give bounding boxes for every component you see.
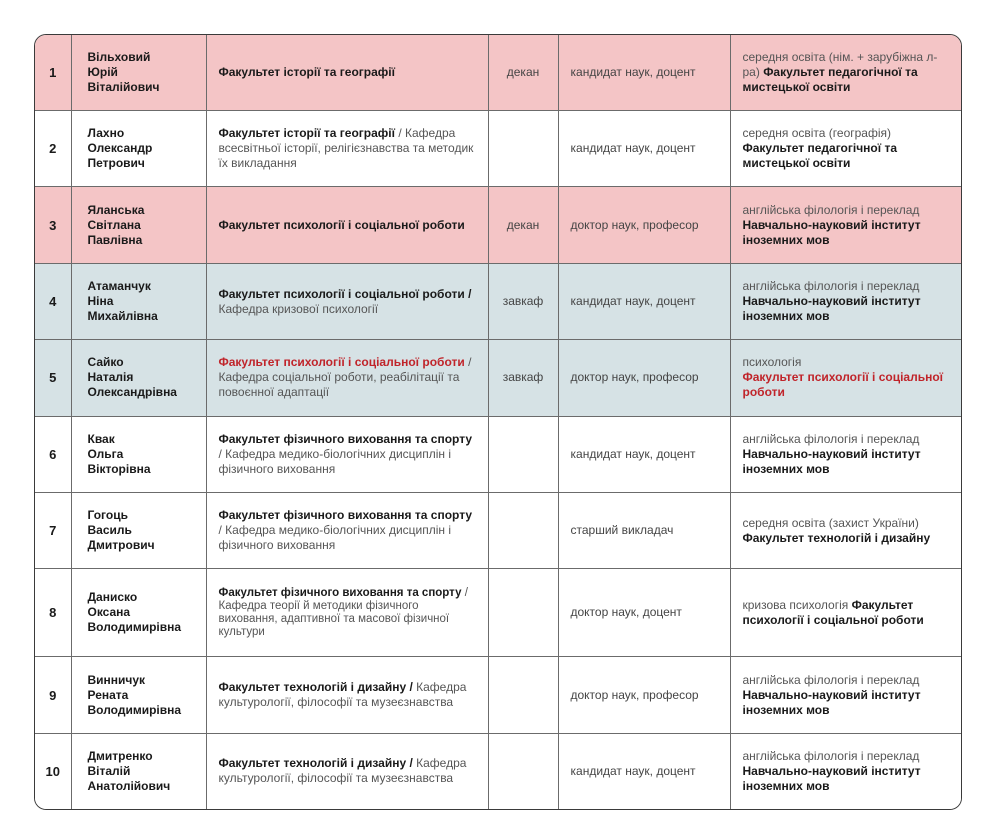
faculty-cell xyxy=(206,111,488,187)
education-faculty: Навчально-науковий інститут іноземних мов xyxy=(742,217,921,247)
first-name: Юрій xyxy=(87,65,118,80)
row-number: 10 xyxy=(35,733,71,809)
faculty-name: Факультет технологій і дизайну / xyxy=(218,756,413,771)
education-specialty: середня освіта (географія) xyxy=(742,126,892,141)
first-name: Ніна xyxy=(87,294,114,309)
table-row xyxy=(35,263,962,339)
table-row xyxy=(35,416,962,492)
patronymic: Володимирівна xyxy=(87,702,182,717)
row-number: 2 xyxy=(35,111,71,187)
faculty-name: Факультет психології і соціальної роботи xyxy=(218,217,465,232)
education-faculty: Факультет педагогічної та мистецької освіти xyxy=(742,65,918,95)
education-specialty: англійська філологія і переклад xyxy=(742,748,920,763)
degree-cell: кандидат наук, доцент xyxy=(558,111,730,187)
surname: Атаманчук xyxy=(87,279,151,294)
patronymic: Олександрівна xyxy=(87,385,177,400)
faculty-name: Факультет технологій і дизайну / xyxy=(218,680,413,695)
education-specialty: англійська філологія і переклад xyxy=(742,431,920,446)
table-row xyxy=(35,340,962,416)
education-cell xyxy=(730,340,962,416)
faculty-cell xyxy=(206,733,488,809)
education-faculty: Навчально-науковий інститут іноземних мов xyxy=(742,294,921,324)
row-number: 9 xyxy=(35,657,71,733)
education-faculty: Навчально-науковий інститут іноземних мов xyxy=(742,446,921,476)
faculty-cell xyxy=(206,187,488,263)
first-name: Василь xyxy=(87,523,132,538)
department-name: Кафедра кризової психології xyxy=(218,301,379,316)
person-name xyxy=(71,416,206,492)
patronymic: Павлівна xyxy=(87,232,143,247)
first-name: Світлана xyxy=(87,217,141,232)
position-cell xyxy=(488,111,558,187)
degree-cell: старший викладач xyxy=(558,493,730,569)
department-name: / Кафедра медико-біологічних дисциплін і фізичного виховання xyxy=(218,523,452,553)
degree-cell: кандидат наук, доцент xyxy=(558,416,730,492)
faculty-name: Факультет історії та географії xyxy=(218,65,396,80)
patronymic: Петрович xyxy=(87,156,145,171)
table-row xyxy=(35,657,962,733)
person-name xyxy=(71,35,206,111)
table-row xyxy=(35,569,962,657)
surname: Яланська xyxy=(87,202,145,217)
education-cell xyxy=(730,263,962,339)
first-name: Ольга xyxy=(87,446,124,461)
faculty-name: Факультет фізичного виховання та спорту xyxy=(218,508,473,523)
faculty-cell xyxy=(206,416,488,492)
position-cell xyxy=(488,657,558,733)
faculty-cell xyxy=(206,569,488,657)
person-name xyxy=(71,569,206,657)
education-cell xyxy=(730,733,962,809)
education-faculty: Факультет педагогічної та мистецької освіти xyxy=(742,141,898,171)
person-name xyxy=(71,657,206,733)
department-name: / Кафедра теорії й методики фізичного виховання, адаптивної та масової фізичної культури xyxy=(218,586,468,638)
person-name xyxy=(71,187,206,263)
first-name: Олександр xyxy=(87,141,153,156)
degree-cell: кандидат наук, доцент xyxy=(558,733,730,809)
faculty-cell xyxy=(206,340,488,416)
person-name xyxy=(71,111,206,187)
department-name: Кафедра культурології, філософії та музеєзнавства xyxy=(218,756,467,786)
row-number: 5 xyxy=(35,340,71,416)
surname: Винничук xyxy=(87,672,146,687)
degree-cell: доктор наук, професор xyxy=(558,187,730,263)
person-name xyxy=(71,493,206,569)
faculty-cell xyxy=(206,263,488,339)
faculty-name: Факультет психології і соціальної роботи xyxy=(218,355,465,370)
patronymic: Вікторівна xyxy=(87,461,151,476)
degree-cell: доктор наук, доцент xyxy=(558,569,730,657)
position-cell xyxy=(488,733,558,809)
surname: Дмитренко xyxy=(87,748,153,763)
row-number: 3 xyxy=(35,187,71,263)
education-cell xyxy=(730,657,962,733)
department-name: / Кафедра медико-біологічних дисциплін і фізичного виховання xyxy=(218,446,452,476)
education-faculty: Навчально-науковий інститут іноземних мов xyxy=(742,763,921,793)
education-cell xyxy=(730,569,962,657)
person-name xyxy=(71,733,206,809)
position-cell: декан xyxy=(488,35,558,111)
position-cell xyxy=(488,416,558,492)
faculty-name: Факультет психології і соціальної роботи / xyxy=(218,286,472,301)
education-specialty: психологія xyxy=(742,355,802,370)
position-cell: завкаф xyxy=(488,340,558,416)
patronymic: Володимирівна xyxy=(87,620,182,635)
education-specialty: англійська філологія і переклад xyxy=(742,279,920,294)
first-name: Оксана xyxy=(87,605,131,620)
education-specialty: англійська філологія і переклад xyxy=(742,202,920,217)
education-cell xyxy=(730,416,962,492)
degree-cell: кандидат наук, доцент xyxy=(558,35,730,111)
table-row xyxy=(35,493,962,569)
row-number: 8 xyxy=(35,569,71,657)
position-cell xyxy=(488,569,558,657)
position-cell: декан xyxy=(488,187,558,263)
table-row xyxy=(35,187,962,263)
education-cell xyxy=(730,35,962,111)
education-cell xyxy=(730,111,962,187)
faculty-name: Факультет історії та географії xyxy=(218,126,396,141)
surname: Лахно xyxy=(87,126,125,141)
department-name: / Кафедра всесвітньої історії, релігієзнавства та методик їх викладання xyxy=(218,126,474,171)
surname: Вільховий xyxy=(87,50,151,65)
education-specialty: кризова психологія xyxy=(742,597,849,612)
education-cell xyxy=(730,187,962,263)
department-name: Кафедра культурології, філософії та музеєзнавства xyxy=(218,680,467,710)
position-cell xyxy=(488,493,558,569)
table-row xyxy=(35,35,962,111)
person-name xyxy=(71,340,206,416)
surname: Сайко xyxy=(87,355,124,370)
degree-cell: кандидат наук, доцент xyxy=(558,263,730,339)
row-number: 6 xyxy=(35,416,71,492)
position-cell: завкаф xyxy=(488,263,558,339)
surname: Гогоць xyxy=(87,508,128,523)
degree-cell: доктор наук, професор xyxy=(558,340,730,416)
education-faculty: Факультет психології і соціальної роботи xyxy=(742,597,924,627)
education-faculty: Навчально-науковий інститут іноземних мов xyxy=(742,687,921,717)
department-name: / Кафедра соціальної роботи, реабілітації та повоєнної адаптації xyxy=(218,355,472,400)
education-specialty: середня освіта (захист України) xyxy=(742,515,919,530)
first-name: Віталій xyxy=(87,763,131,778)
surname: Даниско xyxy=(87,590,138,605)
first-name: Рената xyxy=(87,687,129,702)
patronymic: Дмитрович xyxy=(87,538,155,553)
table-row xyxy=(35,733,962,809)
faculty-cell xyxy=(206,657,488,733)
staff-table-container xyxy=(34,34,962,810)
faculty-cell xyxy=(206,493,488,569)
surname: Квак xyxy=(87,431,115,446)
person-name xyxy=(71,263,206,339)
education-cell xyxy=(730,493,962,569)
faculty-name: Факультет фізичного виховання та спорту xyxy=(218,586,462,599)
patronymic: Віталійович xyxy=(87,80,160,95)
faculty-name: Факультет фізичного виховання та спорту xyxy=(218,431,473,446)
education-specialty: середня освіта (нім. + зарубіжна л-ра) xyxy=(742,50,938,80)
patronymic: Анатолійович xyxy=(87,778,171,793)
row-number: 1 xyxy=(35,35,71,111)
education-faculty: Факультет технологій і дизайну xyxy=(742,530,931,545)
education-specialty: англійська філологія і переклад xyxy=(742,672,920,687)
first-name: Наталія xyxy=(87,370,134,385)
table-row xyxy=(35,111,962,187)
staff-table xyxy=(35,35,962,809)
row-number: 7 xyxy=(35,493,71,569)
education-faculty: Факультет психології і соціальної роботи xyxy=(742,370,944,400)
row-number: 4 xyxy=(35,263,71,339)
degree-cell: доктор наук, професор xyxy=(558,657,730,733)
patronymic: Михайлівна xyxy=(87,309,158,324)
faculty-cell xyxy=(206,35,488,111)
